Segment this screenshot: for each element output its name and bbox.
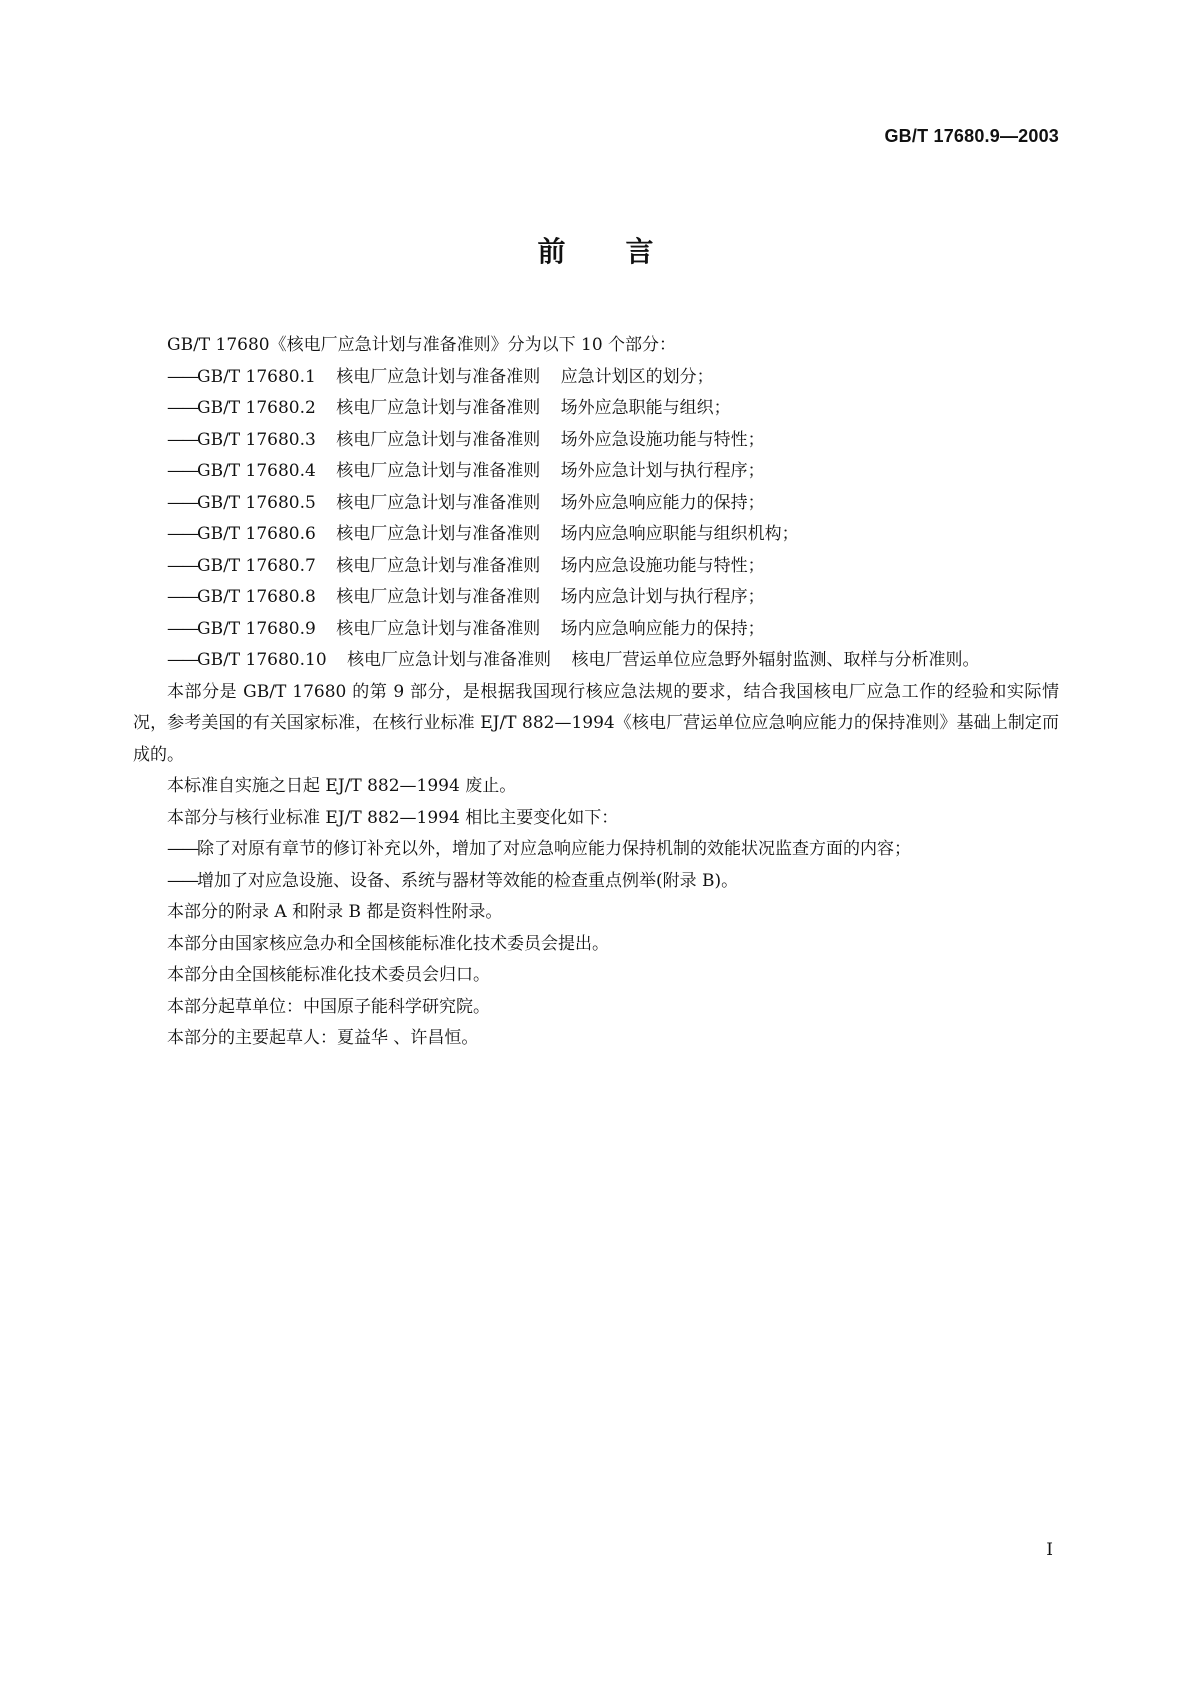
supersede-paragraph: 本标准自实施之日起 EJ/T 882—1994 废止。 <box>167 776 517 796</box>
part-item <box>133 551 1059 583</box>
part-code: GB/T 17680.2 <box>197 398 316 418</box>
standard-code-header: GB/T 17680.9—2003 <box>884 126 1059 146</box>
page-number: I <box>1046 1540 1053 1560</box>
part-series: 核电厂应急计划与准备准则 <box>336 398 541 418</box>
changes-list <box>133 834 1059 897</box>
part-code: GB/T 17680.5 <box>197 492 316 513</box>
part-series: 核电厂应急计划与准备准则 <box>336 492 541 513</box>
list-dash: —— <box>167 524 197 544</box>
part-item <box>133 519 1059 551</box>
part-code: GB/T 17680.9 <box>197 618 316 639</box>
changes-intro-paragraph: 本部分与核行业标准 EJ/T 882—1994 相比主要变化如下： <box>167 807 619 828</box>
part-series: 核电厂应急计划与准备准则 <box>336 461 541 481</box>
part-item <box>133 425 1059 457</box>
part-series: 核电厂应急计划与准备准则 <box>336 555 541 576</box>
part-code: GB/T 17680.10 <box>197 650 327 670</box>
part-series: 核电厂应急计划与准备准则 <box>336 429 541 450</box>
part-item <box>133 488 1059 520</box>
part-subject: 场内应急计划与执行程序； <box>560 587 765 607</box>
part-item <box>133 362 1059 394</box>
part-code: GB/T 17680.7 <box>197 555 316 576</box>
part-series: 核电厂应急计划与准备准则 <box>336 587 541 607</box>
centralized-by-paragraph: 本部分由全国核能标准化技术委员会归口。 <box>167 965 490 985</box>
part-subject: 场外应急计划与执行程序； <box>560 461 765 481</box>
list-dash: —— <box>167 650 197 670</box>
part-series: 核电厂应急计划与准备准则 <box>347 650 552 670</box>
change-item <box>133 866 1059 898</box>
part-subject: 场外应急响应能力的保持； <box>560 492 765 513</box>
part-subject: 场外应急职能与组织； <box>560 398 731 418</box>
part-series: 核电厂应急计划与准备准则 <box>336 366 541 387</box>
list-dash: —— <box>167 366 197 387</box>
part-subject: 核电厂营运单位应急野外辐射监测、取样与分析准则。 <box>571 650 980 670</box>
page-title <box>0 230 1191 270</box>
part-series: 核电厂应急计划与准备准则 <box>336 524 541 544</box>
part-item <box>133 582 1059 614</box>
part-code: GB/T 17680.4 <box>197 461 316 481</box>
list-dash: —— <box>167 398 197 418</box>
title-char-1: 前 <box>537 235 566 268</box>
basis-paragraph: 本部分是 GB/T 17680 的第 9 部分，是根据我国现行核应急法规的要求，结合我国核电厂应急工作的经验和实际情况，参考美国的有关国家标准，在核行业标准 EJ/T 882—1994《核电厂营运单位应急响应能力的保持准则》基础上制定而成的。 <box>133 681 1059 765</box>
part-code: GB/T 17680.3 <box>197 429 316 450</box>
part-code: GB/T 17680.8 <box>197 587 316 607</box>
part-item <box>133 456 1059 488</box>
part-code: GB/T 17680.6 <box>197 524 316 544</box>
part-item <box>133 614 1059 646</box>
list-dash: —— <box>167 461 197 481</box>
annex-paragraph: 本部分的附录 A 和附录 B 都是资料性附录。 <box>167 902 503 922</box>
list-dash: —— <box>167 870 197 891</box>
change-text: 除了对原有章节的修订补充以外，增加了对应急响应能力保持机制的效能状况监查方面的内容； <box>197 839 911 859</box>
part-item <box>133 393 1059 425</box>
list-dash: —— <box>167 618 197 639</box>
part-subject: 场内应急响应能力的保持； <box>560 618 765 639</box>
document-body <box>133 330 1059 1055</box>
change-text: 增加了对应急设施、设备、系统与器材等效能的检查重点例举(附录 B)。 <box>197 870 739 891</box>
drafters-paragraph: 本部分的主要起草人：夏益华 、许昌恒。 <box>167 1028 479 1048</box>
part-item <box>133 645 1059 677</box>
part-code: GB/T 17680.1 <box>197 366 316 387</box>
list-dash: —— <box>167 587 197 607</box>
title-char-2: 言 <box>625 235 654 268</box>
part-series: 核电厂应急计划与准备准则 <box>336 618 541 639</box>
part-subject: 场内应急响应职能与组织机构； <box>560 524 799 544</box>
part-subject: 应急计划区的划分； <box>560 366 714 387</box>
part-subject: 场外应急设施功能与特性； <box>560 429 765 450</box>
drafting-unit-paragraph: 本部分起草单位：中国原子能科学研究院。 <box>167 996 490 1017</box>
list-dash: —— <box>167 492 197 513</box>
intro-paragraph: GB/T 17680《核电厂应急计划与准备准则》分为以下 10 个部分： <box>167 335 677 355</box>
list-dash: —— <box>167 429 197 450</box>
parts-list <box>133 362 1059 677</box>
part-subject: 场内应急设施功能与特性； <box>560 555 765 576</box>
proposed-by-paragraph: 本部分由国家核应急办和全国核能标准化技术委员会提出。 <box>167 933 609 954</box>
list-dash: —— <box>167 839 197 859</box>
list-dash: —— <box>167 555 197 576</box>
change-item <box>133 834 1059 866</box>
